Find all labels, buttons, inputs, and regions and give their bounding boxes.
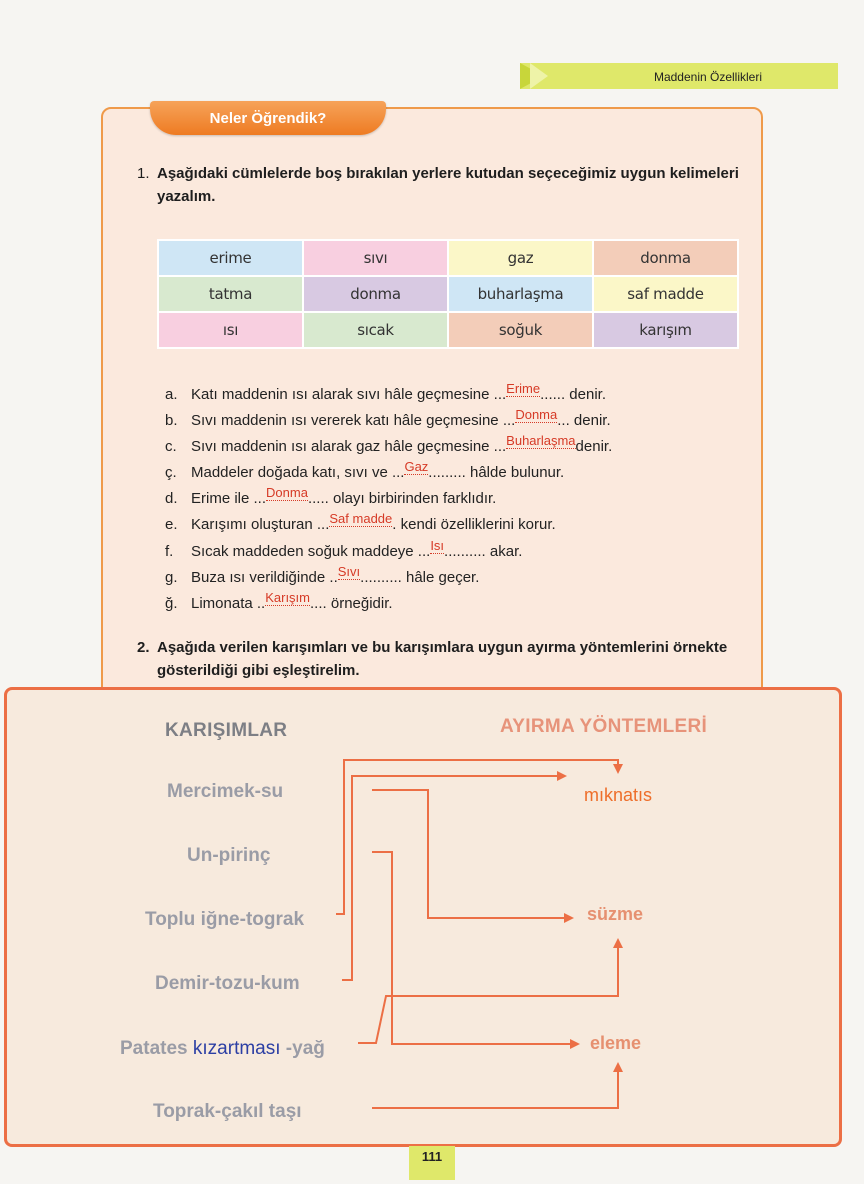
chapter-header-bar: [520, 63, 838, 89]
word-box-cell: sıvı: [304, 241, 447, 275]
sentence-label: c.: [165, 438, 177, 455]
mixture-item: Demir-tozu-kum: [155, 973, 300, 994]
sentence-text-after: denir.: [575, 438, 613, 455]
sentence-text-before: Maddeler doğada katı, sıvı ve ...: [191, 464, 405, 481]
sentence-label: g.: [165, 569, 178, 586]
word-box-cell: erime: [159, 241, 302, 275]
handwritten-part: kızartması: [192, 1038, 281, 1059]
chapter-title: Maddenin Özellikleri: [653, 70, 762, 84]
mixture-item: [120, 1038, 325, 1060]
question-1: [137, 162, 757, 208]
word-box-cell: tatma: [159, 277, 302, 311]
sentence-item: [165, 407, 611, 429]
word-box-cell: soğuk: [449, 313, 592, 347]
word-box-cell: donma: [304, 277, 447, 311]
sentence-item: [165, 485, 497, 507]
mixture-item: Toplu iğne-tograk: [145, 909, 305, 930]
sentence-text-before: Sıvı maddenin ısı vererek katı hâle geçmesine ...: [191, 412, 516, 429]
sentence-text-after: ...... denir.: [540, 386, 606, 403]
chevron-right-icon: [530, 63, 548, 89]
handwritten-answer: Gaz: [404, 459, 429, 474]
sentence-item: [165, 459, 565, 481]
handwritten-answer: Donma: [515, 407, 558, 422]
word-box-cell: buharlaşma: [449, 277, 592, 311]
word-box-cell: sıcak: [304, 313, 447, 347]
sentence-item: [165, 511, 556, 533]
sentence-item: [165, 590, 393, 612]
sentence-label: ç.: [165, 464, 177, 481]
sentence-item: [165, 564, 480, 586]
sentence-label: ğ.: [165, 595, 178, 612]
page-number: 111: [421, 1149, 443, 1164]
handwritten-answer: Donma: [266, 485, 308, 500]
sentence-label: e.: [165, 516, 178, 533]
mixture-item: Un-pirinç: [187, 845, 271, 866]
handwritten-answer: Saf madde: [329, 511, 393, 526]
question-text: Aşağıdaki cümlelerde boş bırakılan yerlere kutudan seçeceğimiz uygun kelimeleri yazalım.: [157, 165, 739, 205]
word-box-cell: saf madde: [594, 277, 737, 311]
sentence-label: f.: [165, 543, 174, 560]
question-2: [137, 636, 757, 682]
question-number: 1.: [137, 165, 150, 182]
word-box-row: [159, 241, 737, 275]
sentence-text-after: . kendi özelliklerini korur.: [392, 516, 556, 533]
handwritten-answer: Karışım: [265, 590, 311, 605]
sentence-text-after: .......... hâle geçer.: [360, 569, 480, 586]
word-box-cell: ısı: [159, 313, 302, 347]
word-box: [157, 239, 739, 349]
sentence-text-before: Erime ile ...: [191, 490, 267, 507]
handwritten-answer: Erime: [506, 381, 541, 396]
sentence-text-before: Sıvı maddenin ısı alarak gaz hâle geçmesine ...: [191, 438, 507, 455]
sentence-text-before: Karışımı oluşturan ...: [191, 516, 330, 533]
handwritten-answer: Sıvı: [337, 564, 361, 579]
mixture-item: Mercimek-su: [167, 781, 284, 802]
mixture-part: -yağ: [285, 1038, 325, 1059]
sentence-text-after: ... denir.: [557, 412, 611, 429]
word-box-row: [159, 313, 737, 347]
handwritten-answer: Isı: [430, 538, 445, 553]
word-box-cell: karışım: [594, 313, 737, 347]
question-number: 2.: [137, 639, 150, 656]
word-box-row: [159, 277, 737, 311]
sentence-label: d.: [165, 490, 178, 507]
sentence-item: [165, 538, 523, 560]
mixture-item: Toprak-çakıl taşı: [153, 1101, 302, 1122]
method-item: süzme: [587, 904, 644, 924]
sentence-item: [165, 381, 606, 403]
sentence-text-before: Buza ısı verildiğinde ..: [191, 569, 338, 586]
word-box-cell: donma: [594, 241, 737, 275]
sentence-label: a.: [165, 386, 178, 403]
methods-heading: AYIRMA YÖNTEMLERİ: [500, 716, 708, 737]
sentence-label: b.: [165, 412, 178, 429]
section-title: Neler Öğrendik?: [209, 110, 327, 127]
mixtures-heading: KARIŞIMLAR: [165, 720, 288, 741]
sentence-item: [165, 433, 613, 455]
handwritten-answer: Buharlaşma: [506, 433, 576, 448]
method-item: mıknatıs: [584, 785, 653, 805]
method-item: eleme: [590, 1033, 642, 1053]
question-text: Aşağıda verilen karışımları ve bu karışımlara uygun ayırma yöntemlerini örnekte gösterildiği gibi eşleştirelim.: [157, 639, 728, 679]
matching-exercise: [4, 687, 842, 1147]
sentence-text-before: Limonata ..: [191, 595, 266, 612]
section-tab: [150, 101, 386, 135]
sentence-text-before: Katı maddenin ısı alarak sıvı hâle geçmesine ...: [191, 386, 507, 403]
mixture-part: Patates: [120, 1038, 188, 1059]
page-number-box: [409, 1146, 455, 1180]
sentence-text-before: Sıcak maddeden soğuk maddeye ...: [191, 543, 431, 560]
sentence-text-after: .......... akar.: [444, 543, 523, 560]
word-box-cell: gaz: [449, 241, 592, 275]
sentence-text-after: .... örneğidir.: [310, 595, 393, 612]
sentence-text-after: ......... hâlde bulunur.: [428, 464, 565, 481]
sentence-text-after: ..... olayı birbirinden farklıdır.: [307, 490, 497, 507]
